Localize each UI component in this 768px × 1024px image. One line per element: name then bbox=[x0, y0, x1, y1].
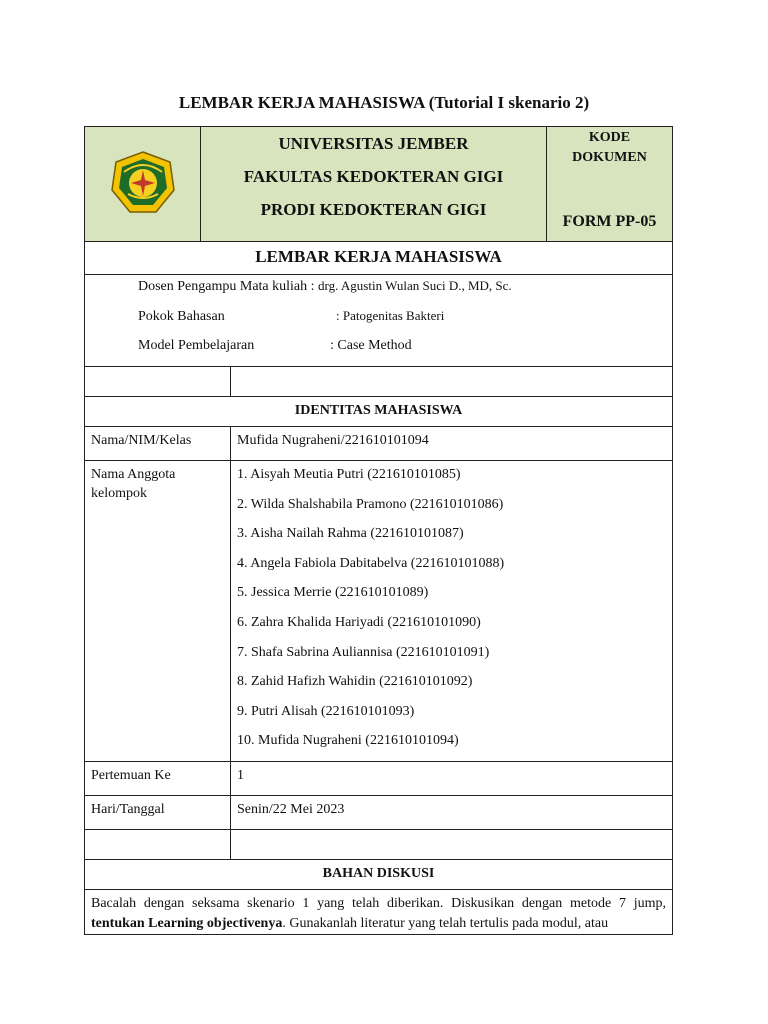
nama-label: Nama/NIM/Kelas bbox=[85, 427, 231, 461]
bahan-cell bbox=[85, 889, 673, 934]
kode-label: KODE bbox=[588, 130, 631, 145]
course-info-cell bbox=[85, 275, 673, 367]
form-table bbox=[84, 126, 673, 935]
pertemuan-value: 1 bbox=[231, 761, 673, 795]
member-item: 6. Zahra Khalida Hariyadi (221610101090) bbox=[237, 614, 481, 630]
member-item: 1. Aisyah Meutia Putri (221610101085) bbox=[237, 467, 461, 482]
form-code: FORM PP-05 bbox=[562, 213, 657, 230]
member-item: 9. Putri Alisah (221610101093) bbox=[237, 703, 415, 719]
empty-cell bbox=[85, 367, 231, 397]
empty-row bbox=[85, 829, 673, 859]
anggota-label-line-1: Nama Anggota bbox=[91, 467, 176, 482]
institution-cell bbox=[201, 127, 547, 242]
dokumen-label: DOKUMEN bbox=[572, 150, 647, 165]
model-label: Model Pembelajaran bbox=[138, 338, 255, 353]
hari-label: Hari/Tanggal bbox=[85, 795, 231, 829]
section-title: LEMBAR KERJA MAHASISWA bbox=[85, 242, 673, 275]
empty-cell bbox=[231, 829, 673, 859]
university-logo-icon bbox=[110, 150, 176, 216]
member-item: 7. Shafa Sabrina Auliannisa (221610101091) bbox=[237, 644, 490, 660]
identitas-heading-row bbox=[85, 397, 673, 427]
nama-row bbox=[85, 427, 673, 461]
bahan-heading: BAHAN DISKUSI bbox=[85, 859, 673, 889]
dosen-value: drg. Agustin Wulan Suci D., MD, Sc. bbox=[318, 278, 512, 293]
nama-value: Mufida Nugraheni/221610101094 bbox=[231, 427, 673, 461]
pokok-label: Pokok Bahasan bbox=[138, 309, 225, 324]
document-code-cell bbox=[547, 127, 673, 242]
header-row bbox=[85, 127, 673, 242]
dosen-label: Dosen Pengampu Mata kuliah : bbox=[138, 279, 315, 294]
anggota-label-cell bbox=[85, 461, 231, 762]
bahan-text-1: Bacalah dengan seksama skenario 1 yang telah diberikan. Diskusikan dengan metode 7 jump, bbox=[91, 895, 666, 911]
member-item: 2. Wilda Shalshabila Pramono (221610101086) bbox=[237, 496, 504, 512]
section-title-row bbox=[85, 242, 673, 275]
anggota-row bbox=[85, 461, 673, 762]
anggota-list bbox=[231, 461, 673, 762]
bahan-text-bold: tentukan Learning objectivenya bbox=[91, 915, 283, 931]
pertemuan-label: Pertemuan Ke bbox=[85, 761, 231, 795]
member-item: 3. Aisha Nailah Rahma (221610101087) bbox=[237, 526, 464, 542]
bahan-text-2: . Gunakanlah literatur yang telah tertulis pada modul, atau bbox=[282, 915, 609, 931]
model-value: : Case Method bbox=[330, 338, 412, 353]
member-item: 8. Zahid Hafizh Wahidin (221610101092) bbox=[237, 674, 473, 690]
empty-cell bbox=[85, 829, 231, 859]
bahan-heading-row bbox=[85, 859, 673, 889]
pertemuan-row bbox=[85, 761, 673, 795]
bahan-row bbox=[85, 889, 673, 934]
empty-row bbox=[85, 367, 673, 397]
member-item: 4. Angela Fabiola Dabitabelva (221610101088) bbox=[237, 555, 505, 571]
bahan-text bbox=[85, 890, 672, 934]
program-name: PRODI KEDOKTERAN GIGI bbox=[260, 200, 487, 219]
anggota-label-line-2: kelompok bbox=[91, 486, 147, 501]
hari-row bbox=[85, 795, 673, 829]
logo-cell bbox=[85, 127, 201, 242]
hari-value: Senin/22 Mei 2023 bbox=[231, 795, 673, 829]
document-title: LEMBAR KERJA MAHASISWA (Tutorial I skenario 2) bbox=[178, 93, 590, 112]
university-name: UNIVERSITAS JEMBER bbox=[278, 134, 469, 153]
identitas-heading: IDENTITAS MAHASISWA bbox=[85, 397, 673, 427]
pokok-value: : Patogenitas Bakteri bbox=[336, 308, 445, 323]
member-item: 5. Jessica Merrie (221610101089) bbox=[237, 585, 429, 601]
member-item: 10. Mufida Nugraheni (221610101094) bbox=[237, 733, 459, 749]
faculty-name: FAKULTAS KEDOKTERAN GIGI bbox=[243, 167, 504, 186]
empty-cell bbox=[231, 367, 673, 397]
course-info-row bbox=[85, 275, 673, 367]
